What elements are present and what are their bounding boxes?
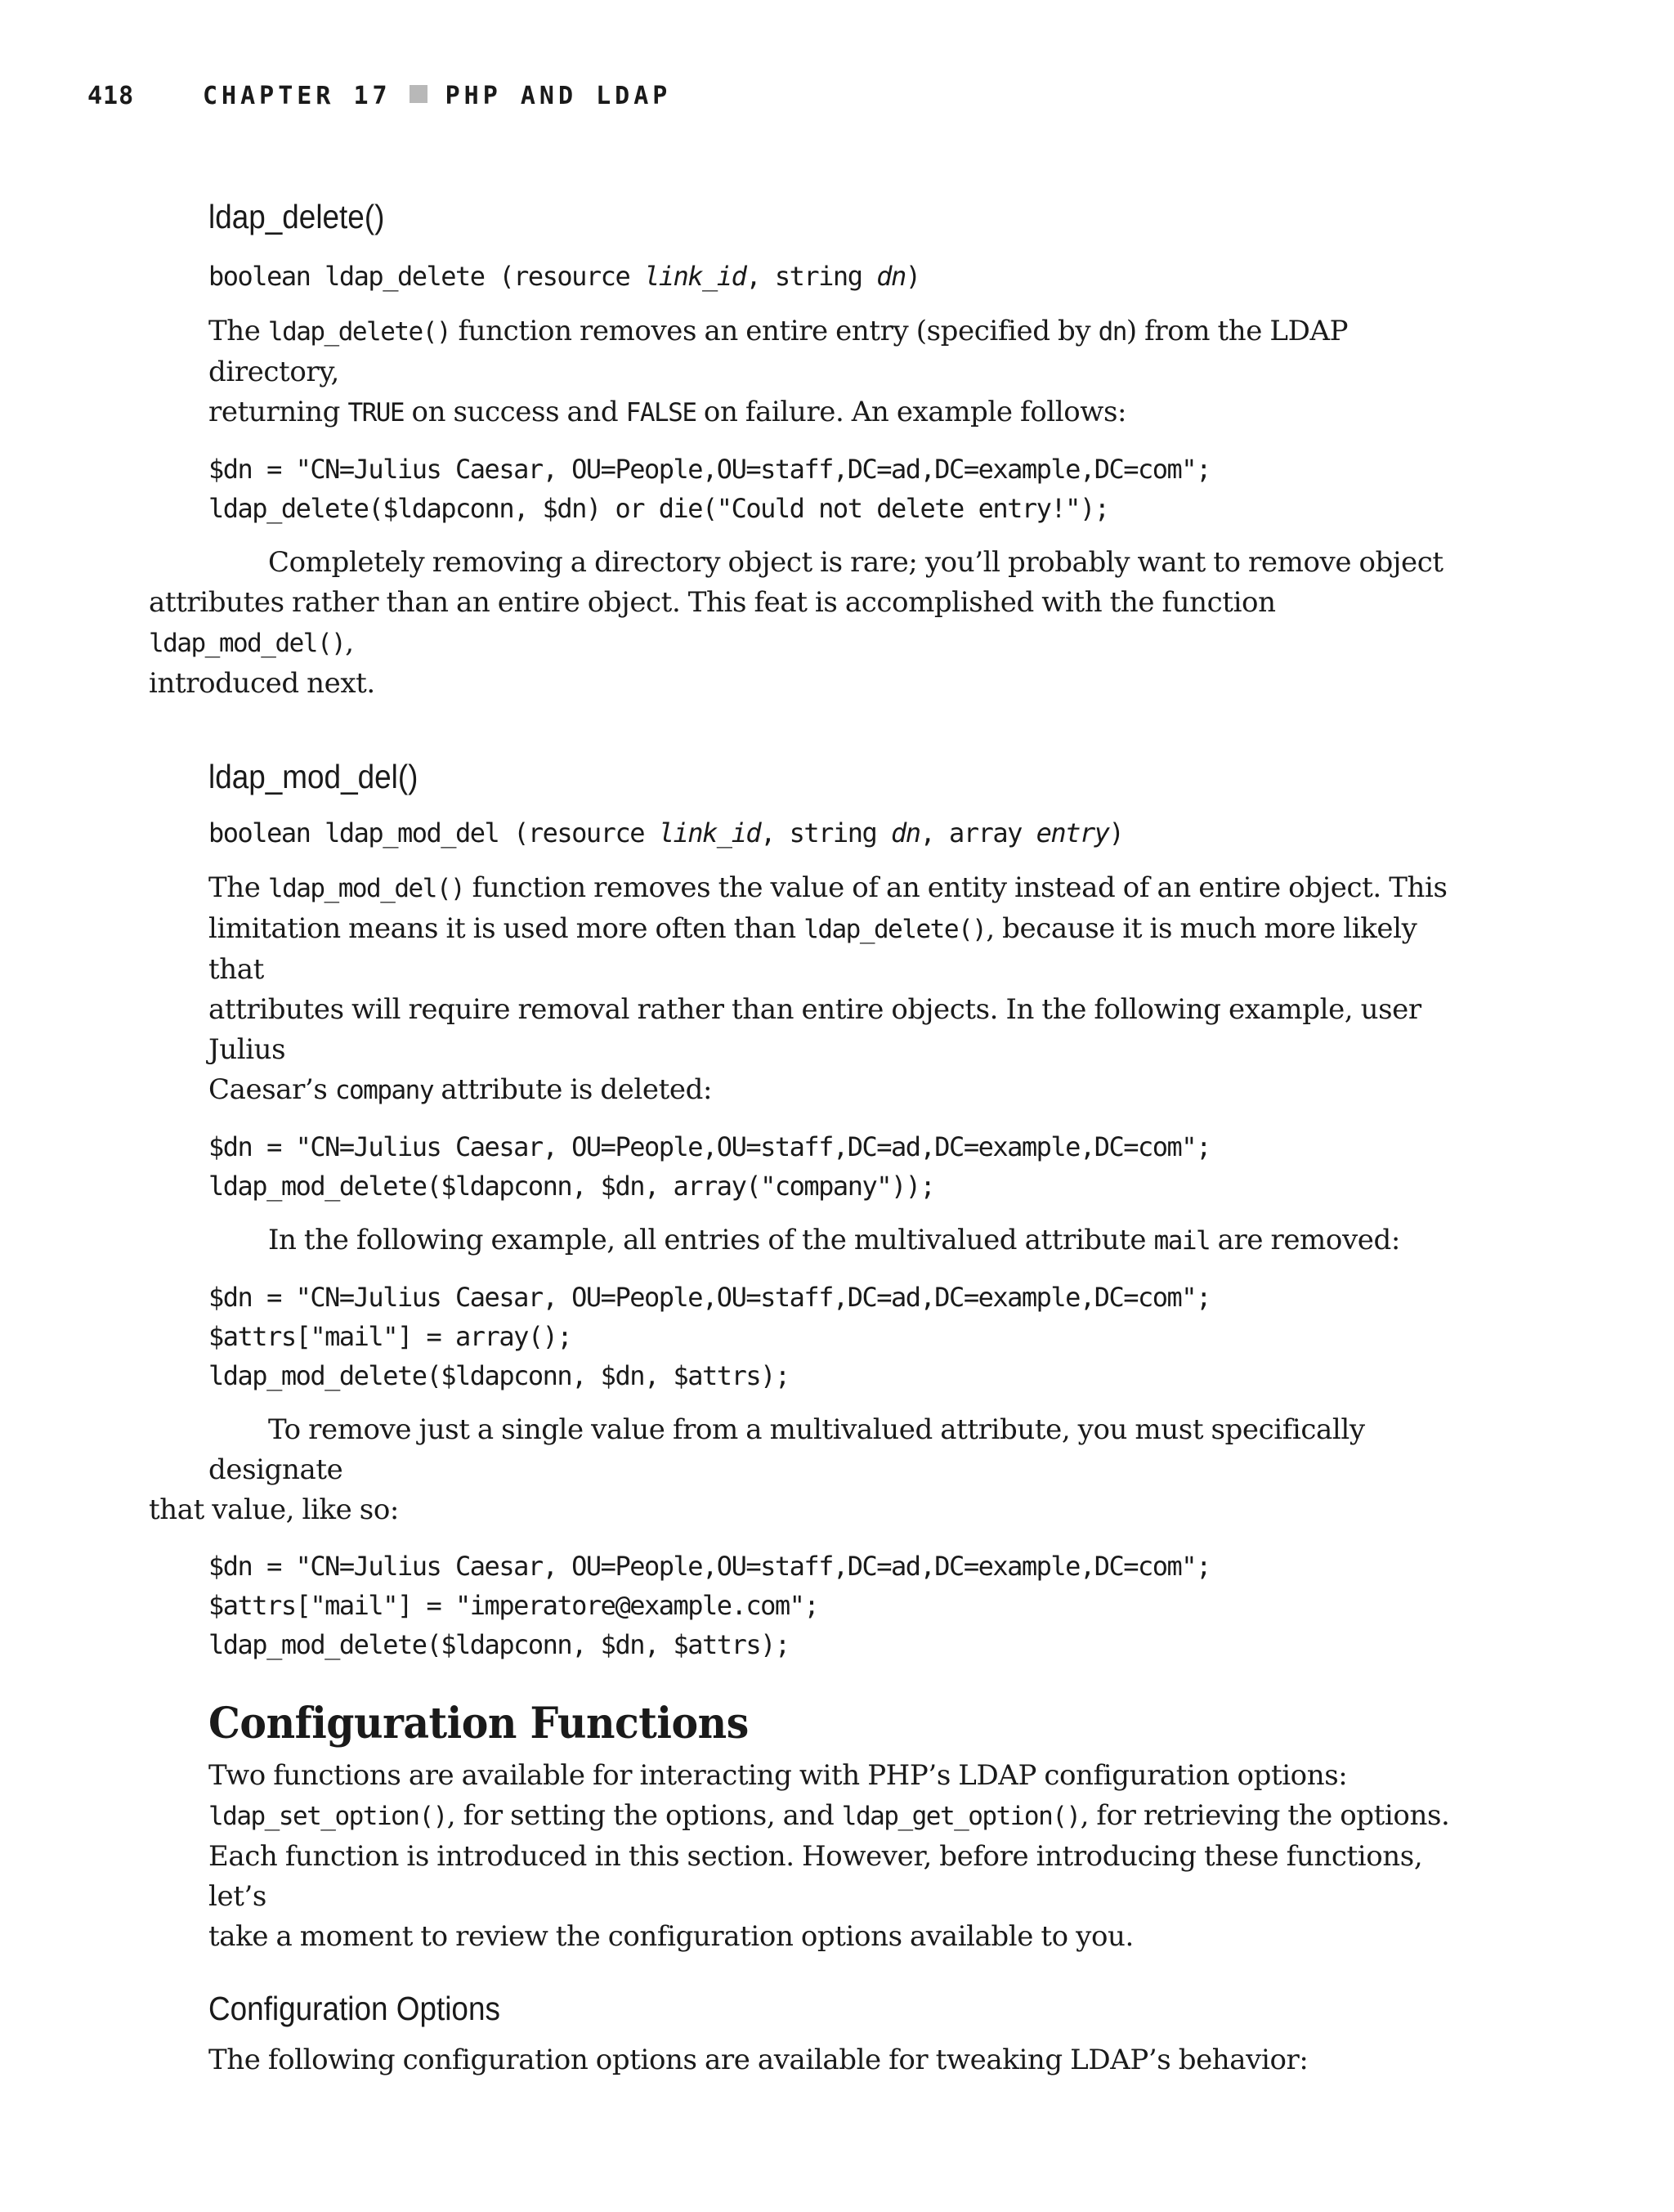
paragraph: To remove just a single value from a multivalued attribute, you must specifically designate that value, like so: [149,1413,1365,1526]
square-separator-icon [410,85,427,103]
ldap-delete-description: The ldap_delete() function removes an entire entry (specified by dn) from the LDAP directory, returning TRUE on success and FALSE on failure. An example follows: [208,315,1349,428]
configuration-functions-intro: Two functions are available for interacting with PHP’s LDAP configuration options: ldap_set_option(), for setting the options, and ldap_get_option(), for retrieving the options. Each function is introduced in this section. However, before introducing these functions, let’s take a moment to review the configuration options available to you. [208,1759,1450,1953]
page-number: 418 [87,82,135,110]
ldap-delete-signature: boolean ldap_delete (resource link_id, string dn) [208,261,920,292]
configuration-functions-heading: Configuration Functions [208,1699,749,1749]
code-block: $dn = "CN=Julius Caesar, OU=People,OU=staff,DC=ad,DC=example,DC=com"; $attrs["mail"] = "imperatore@example.com"; ldap_mod_delete($ldapconn, $dn, $attrs); [208,1551,1211,1660]
paragraph: Completely removing a directory object is rare; you’ll probably want to remove object attributes rather than an entire object. This feat is accomplished with the function ldap_mod_del(), introduced next. [149,546,1443,700]
code-block: $dn = "CN=Julius Caesar, OU=People,OU=staff,DC=ad,DC=example,DC=com"; ldap_delete($ldapconn, $dn) or die("Could not delete entry!"); [208,454,1211,524]
code-block: $dn = "CN=Julius Caesar, OU=People,OU=staff,DC=ad,DC=example,DC=com"; $attrs["mail"] = array(); ldap_mod_delete($ldapconn, $dn, $attrs); [208,1282,1211,1391]
running-header [87,82,1477,114]
ldap-mod-del-heading: ldap_mod_del() [208,758,418,795]
chapter-title [203,82,671,110]
chapter-topic: PHP AND LDAP [445,82,672,110]
code-block: $dn = "CN=Julius Caesar, OU=People,OU=staff,DC=ad,DC=example,DC=com"; ldap_mod_delete($ldapconn, $dn, array("company")); [208,1131,1211,1202]
configuration-options-intro: The following configuration options are available for tweaking LDAP’s behavior: [208,2044,1309,2076]
ldap-delete-heading: ldap_delete() [208,198,385,235]
chapter-label: CHAPTER 17 [203,82,392,110]
configuration-options-heading: Configuration Options [208,1990,500,2027]
page-body [149,195,1467,2080]
paragraph: In the following example, all entries of the multivalued attribute mail are removed: [268,1224,1400,1256]
ldap-mod-del-signature: boolean ldap_mod_del (resource link_id, string dn, array entry) [208,817,1124,849]
ldap-mod-del-description: The ldap_mod_del() function removes the value of an entity instead of an entire object. This limitation means it is used more often than ldap_delete(), because it is much more likely that attributes will require removal rather than entire objects. In the following example, user Julius Caesar’s company attribute is deleted: [208,871,1448,1106]
